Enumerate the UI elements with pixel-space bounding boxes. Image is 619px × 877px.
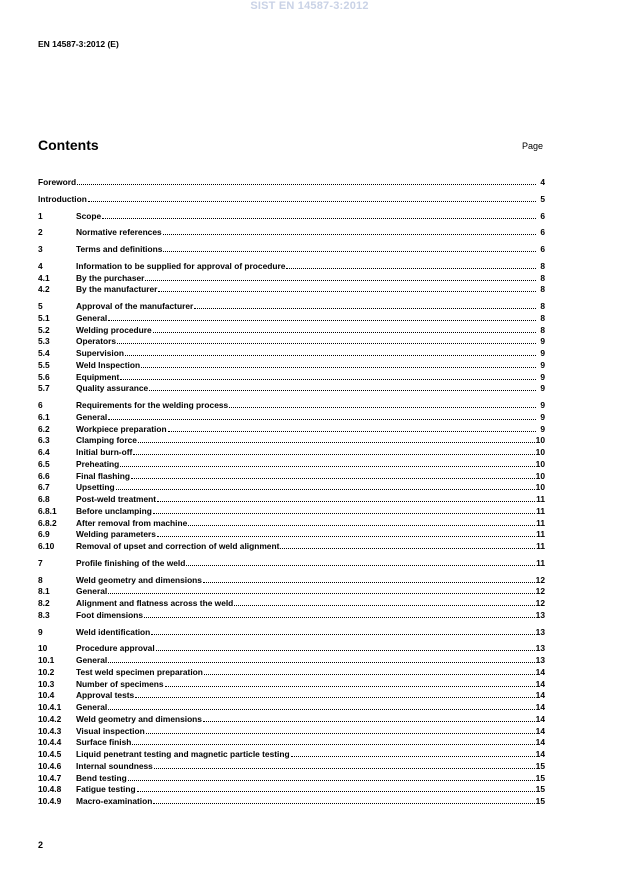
toc-entry-title: Normative references (76, 227, 162, 238)
toc-entry[interactable] (38, 458, 545, 470)
toc-entry[interactable] (38, 585, 545, 597)
toc-entry-title: Upsetting (76, 482, 115, 493)
toc-entry[interactable] (38, 736, 545, 748)
toc-entry-title: Post-weld treatment (76, 494, 157, 504)
toc-entry-title: Fatigue testing (76, 784, 136, 795)
toc-entry-page: 14 (535, 690, 545, 701)
toc-entry-page: 9 (540, 423, 545, 434)
toc-entry[interactable] (38, 382, 545, 394)
toc-entry-number: 10.4.3 (38, 725, 62, 736)
toc-leader-dots (157, 528, 535, 537)
toc-entry[interactable] (38, 597, 545, 609)
contents-heading: Contents (38, 137, 99, 153)
toc-entry-title: Quality assurance (76, 383, 149, 394)
toc-entry-page: 8 (540, 272, 545, 283)
toc-entry-number: 6.4 (38, 447, 50, 457)
toc-leader-dots (108, 312, 536, 321)
toc-entry[interactable] (38, 434, 545, 446)
toc-entry-page: 9 (540, 336, 545, 347)
document-id: EN 14587-3:2012 (E) (38, 39, 119, 49)
toc-entry[interactable] (38, 260, 545, 272)
toc-entry-title: Introduction (38, 193, 87, 204)
toc-entry-title: Weld identification (76, 626, 151, 637)
toc-entry-number: 4.2 (38, 284, 50, 295)
toc-entry-page: 10 (535, 435, 545, 446)
toc-entry[interactable] (38, 481, 545, 493)
toc-entry-number: 8.2 (38, 598, 50, 608)
toc-entry-page: 11 (536, 541, 545, 551)
toc-entry[interactable] (38, 300, 545, 312)
toc-entry[interactable] (38, 772, 545, 784)
toc-entry[interactable] (38, 423, 545, 435)
toc-entry-title: Scope (76, 210, 102, 221)
toc-entry[interactable] (38, 359, 545, 371)
toc-leader-dots (125, 347, 536, 356)
watermark: SIST EN 14587-3:2012 (250, 0, 369, 12)
toc-entry-title: Number of specimens (76, 678, 164, 689)
toc-entry[interactable] (38, 411, 545, 423)
toc-entry[interactable] (38, 783, 545, 795)
toc-entry-page: 10 (535, 470, 545, 481)
toc-leader-dots (149, 382, 536, 391)
toc-entry-number: 6.10 (38, 541, 55, 551)
toc-leader-dots (157, 493, 535, 502)
toc-entry-title: Foot dimensions (76, 609, 143, 620)
toc-leader-dots (163, 243, 536, 252)
toc-leader-dots (131, 470, 535, 479)
toc-entry-page: 15 (535, 772, 545, 783)
toc-entry[interactable] (38, 210, 545, 222)
toc-entry-page: 15 (535, 796, 545, 806)
toc-entry-page: 9 (540, 383, 545, 394)
toc-entry-title: General (76, 655, 108, 665)
toc-entry-title: Preheating (76, 458, 120, 469)
toc-entry[interactable] (38, 626, 545, 638)
toc-entry[interactable] (38, 642, 545, 654)
toc-leader-dots (135, 689, 534, 698)
toc-entry-page: 14 (535, 749, 545, 759)
toc-entry-title: Initial burn-off (76, 447, 133, 457)
toc-entry[interactable] (38, 335, 545, 347)
toc-leader-dots (77, 176, 536, 185)
toc-entry-page: 5 (540, 193, 545, 204)
toc-entry-page: 13 (535, 643, 545, 654)
toc-leader-dots (102, 210, 536, 219)
toc-leader-dots (138, 434, 535, 443)
toc-entry-page: 9 (540, 359, 545, 370)
toc-entry-number: 10.4.8 (38, 784, 62, 795)
toc-leader-dots (188, 517, 535, 526)
toc-leader-dots (153, 505, 535, 514)
toc-entry-page: 4 (540, 177, 545, 187)
toc-entry-title: Weld geometry and dimensions (76, 574, 202, 585)
toc-leader-dots (116, 481, 535, 490)
toc-entry-number: 10.2 (38, 666, 55, 677)
toc-entry-number: 10.4.9 (38, 796, 62, 806)
toc-entry[interactable] (38, 609, 545, 621)
toc-entry-number: 6.1 (38, 411, 50, 422)
toc-entry-page: 15 (535, 784, 545, 795)
toc-entry-page: 12 (535, 574, 545, 585)
toc-entry-page: 14 (535, 713, 545, 724)
toc-entry-page: 14 (535, 702, 545, 712)
toc-leader-dots (165, 678, 535, 687)
toc-entry[interactable] (38, 795, 545, 807)
toc-leader-dots (88, 193, 536, 202)
page-column-label: Page (522, 141, 544, 151)
toc-leader-dots (229, 399, 536, 408)
toc-entry-title: Profile finishing of the weld (76, 557, 186, 568)
toc-entry-number: 10.4.4 (38, 737, 62, 748)
toc-entry[interactable] (38, 528, 545, 540)
toc-leader-dots (194, 300, 536, 309)
toc-entry-number: 7 (38, 557, 43, 568)
toc-entry-page: 6 (540, 227, 545, 238)
toc-entry-number: 5 (38, 301, 43, 311)
toc-entry-page: 6 (540, 210, 545, 221)
toc-entry-title: Final flashing (76, 470, 130, 481)
toc-entry-title: Macro-examination (76, 796, 153, 806)
toc-entry[interactable] (38, 689, 545, 701)
toc-entry[interactable] (38, 446, 545, 458)
toc-entry-number: 10.4.2 (38, 713, 62, 724)
toc-entry-title: Approval of the manufacturer (76, 301, 194, 311)
toc-entry-page: 9 (540, 371, 545, 382)
toc-entry-title: Weld Inspection (76, 359, 141, 370)
toc-entry-title: Workpiece preparation (76, 423, 167, 434)
toc-entry-number: 2 (38, 227, 43, 238)
toc-leader-dots (108, 654, 534, 663)
toc-entry-number: 6.3 (38, 435, 50, 446)
toc-entry-number: 10.1 (38, 655, 55, 665)
toc-leader-dots (203, 574, 535, 583)
toc-entry-number: 6 (38, 400, 43, 410)
toc-leader-dots (156, 642, 535, 651)
toc-entry-number: 3 (38, 244, 43, 254)
toc-entry-number: 10.4.1 (38, 702, 62, 712)
toc-entry-title: Welding parameters (76, 529, 156, 540)
toc-entry-page: 10 (535, 447, 545, 457)
toc-entry-number: 8 (38, 574, 43, 585)
toc-entry-page: 11 (536, 529, 545, 540)
toc-leader-dots (108, 585, 534, 594)
toc-entry-title: General (76, 411, 108, 422)
toc-entry-title: By the purchaser (76, 272, 145, 283)
toc-entry-number: 10.4.7 (38, 772, 62, 783)
toc-entry[interactable] (38, 678, 545, 690)
toc-entry-title: Alignment and flatness across the weld (76, 598, 234, 608)
toc-entry[interactable] (38, 540, 545, 552)
toc-leader-dots (145, 272, 536, 281)
toc-entry-number: 6.8.2 (38, 517, 57, 528)
toc-entry[interactable] (38, 324, 545, 336)
toc-entry-number: 5.5 (38, 359, 50, 370)
toc-leader-dots (158, 283, 536, 292)
toc-entry-page: 10 (535, 458, 545, 469)
toc-entry-number: 5.7 (38, 383, 50, 394)
toc-entry-number: 6.5 (38, 458, 50, 469)
toc-entry-number: 6.6 (38, 470, 50, 481)
toc-entry-page: 14 (535, 725, 545, 736)
toc-entry[interactable] (38, 505, 545, 517)
toc-entry-number: 8.1 (38, 586, 50, 597)
toc-entry-title: General (76, 702, 108, 712)
toc-entry[interactable] (38, 371, 545, 383)
toc-leader-dots (108, 411, 536, 420)
toc-leader-dots (168, 423, 536, 432)
toc-entry[interactable] (38, 748, 545, 760)
toc-entry-page: 10 (535, 482, 545, 493)
toc-leader-dots (108, 701, 534, 710)
toc-entry-title: Before unclamping (76, 505, 152, 516)
toc-entry-number: 9 (38, 626, 43, 637)
toc-entry-number: 6.8 (38, 494, 50, 504)
toc-entry-number: 10.4 (38, 690, 55, 701)
toc-entry-number: 4 (38, 260, 43, 271)
toc-entry[interactable] (38, 470, 545, 482)
toc-leader-dots (234, 597, 534, 606)
toc-entry-page: 9 (540, 400, 545, 410)
toc-entry-page: 8 (540, 284, 545, 295)
toc-leader-dots (144, 609, 535, 618)
toc-entry-title: General (76, 312, 108, 323)
toc-entry-title: General (76, 586, 108, 597)
toc-entry-number: 5.3 (38, 336, 50, 347)
toc-entry[interactable] (38, 243, 545, 255)
toc-entry-page: 11 (536, 517, 545, 528)
toc-entry-number: 10.3 (38, 678, 55, 689)
toc-entry-page: 14 (535, 737, 545, 748)
toc-entry-title: Information to be supplied for approval of procedure (76, 260, 286, 271)
page-number: 2 (38, 840, 44, 850)
toc-leader-dots (203, 713, 535, 722)
toc-leader-dots (132, 736, 534, 745)
toc-entry[interactable] (38, 283, 545, 295)
toc-entry-number: 6.2 (38, 423, 50, 434)
toc-entry-number: 10.4.6 (38, 760, 62, 771)
toc-entry-page: 8 (540, 312, 545, 323)
toc-entry[interactable] (38, 713, 545, 725)
toc-entry-page: 13 (535, 626, 545, 637)
toc-entry-title: Liquid penetrant testing and magnetic particle testing (76, 749, 290, 759)
toc-entry-title: By the manufacturer (76, 284, 158, 295)
toc-leader-dots (280, 540, 535, 549)
toc-entry-title: Surface finish (76, 737, 132, 748)
toc-leader-dots (120, 458, 534, 467)
toc-entry-page: 6 (540, 244, 545, 254)
table-of-contents (38, 176, 545, 807)
toc-leader-dots (291, 748, 535, 757)
toc-entry-title: Internal soundness (76, 760, 153, 771)
toc-entry-page: 11 (536, 494, 545, 504)
toc-entry-title: Equipment (76, 371, 120, 382)
toc-entry-number: 5.6 (38, 371, 50, 382)
toc-leader-dots (286, 260, 536, 269)
toc-leader-dots (120, 371, 536, 380)
toc-entry-title: Bend testing (76, 772, 127, 783)
toc-entry-number: 10.4.5 (38, 749, 62, 759)
toc-entry-title: Operators (76, 336, 117, 347)
toc-entry[interactable] (38, 760, 545, 772)
toc-entry-page: 14 (535, 678, 545, 689)
toc-entry[interactable] (38, 193, 545, 205)
toc-entry-number: 6.8.1 (38, 505, 57, 516)
toc-entry[interactable] (38, 654, 545, 666)
toc-entry-number: 6.9 (38, 529, 50, 540)
toc-entry-page: 8 (540, 260, 545, 271)
toc-entry-number: 5.1 (38, 312, 50, 323)
toc-entry-number: 5.2 (38, 324, 50, 335)
toc-entry[interactable] (38, 701, 545, 713)
toc-leader-dots (163, 226, 536, 235)
toc-entry-number: 5.4 (38, 348, 50, 358)
toc-entry-page: 12 (535, 586, 545, 597)
toc-leader-dots (128, 772, 535, 781)
toc-entry-title: Approval tests (76, 690, 135, 701)
toc-entry[interactable] (38, 272, 545, 284)
toc-leader-dots (137, 783, 535, 792)
toc-leader-dots (141, 359, 536, 368)
toc-entry-page: 15 (535, 760, 545, 771)
toc-entry-title: Visual inspection (76, 725, 145, 736)
toc-entry-title: Supervision (76, 348, 124, 358)
toc-entry[interactable] (38, 557, 545, 569)
toc-entry[interactable] (38, 666, 545, 678)
toc-entry[interactable] (38, 517, 545, 529)
toc-leader-dots (154, 760, 535, 769)
toc-entry[interactable] (38, 347, 545, 359)
toc-entry-page: 14 (535, 666, 545, 677)
toc-entry-number: 4.1 (38, 272, 50, 283)
toc-entry-page: 12 (535, 598, 545, 608)
toc-entry-title: Removal of upset and correction of weld alignment (76, 541, 280, 551)
toc-entry-page: 9 (540, 348, 545, 358)
toc-entry-number: 10 (38, 643, 48, 654)
toc-entry-number: 8.3 (38, 609, 50, 620)
toc-entry-page: 9 (540, 411, 545, 422)
toc-entry-title: Foreword (38, 177, 77, 187)
toc-leader-dots (153, 795, 534, 804)
toc-entry-title: Terms and definitions (76, 244, 163, 254)
toc-entry[interactable] (38, 312, 545, 324)
toc-leader-dots (204, 666, 535, 675)
toc-entry-number: 6.7 (38, 482, 50, 493)
toc-entry-title: Procedure approval (76, 643, 155, 654)
toc-leader-dots (133, 446, 534, 455)
toc-entry-title: Weld geometry and dimensions (76, 713, 202, 724)
toc-entry-page: 13 (535, 655, 545, 665)
toc-entry[interactable] (38, 725, 545, 737)
toc-entry-title: Test weld specimen preparation (76, 666, 203, 677)
toc-entry-page: 8 (540, 301, 545, 311)
toc-leader-dots (186, 557, 535, 566)
toc-entry[interactable] (38, 176, 545, 188)
toc-entry[interactable] (38, 226, 545, 238)
toc-entry-title: Clamping force (76, 435, 137, 446)
toc-entry[interactable] (38, 493, 545, 505)
toc-leader-dots (146, 725, 535, 734)
toc-entry-title: After removal from machine (76, 517, 188, 528)
toc-entry[interactable] (38, 574, 545, 586)
toc-entry-page: 11 (536, 505, 545, 516)
toc-leader-dots (153, 324, 536, 333)
toc-entry-page: 8 (540, 324, 545, 335)
toc-entry-number: 1 (38, 210, 43, 221)
toc-leader-dots (117, 335, 536, 344)
toc-entry-page: 11 (536, 557, 545, 568)
toc-entry-page: 13 (535, 609, 545, 620)
toc-entry-title: Requirements for the welding process (76, 400, 229, 410)
toc-entry[interactable] (38, 399, 545, 411)
toc-leader-dots (151, 626, 534, 635)
toc-entry-title: Welding procedure (76, 324, 152, 335)
